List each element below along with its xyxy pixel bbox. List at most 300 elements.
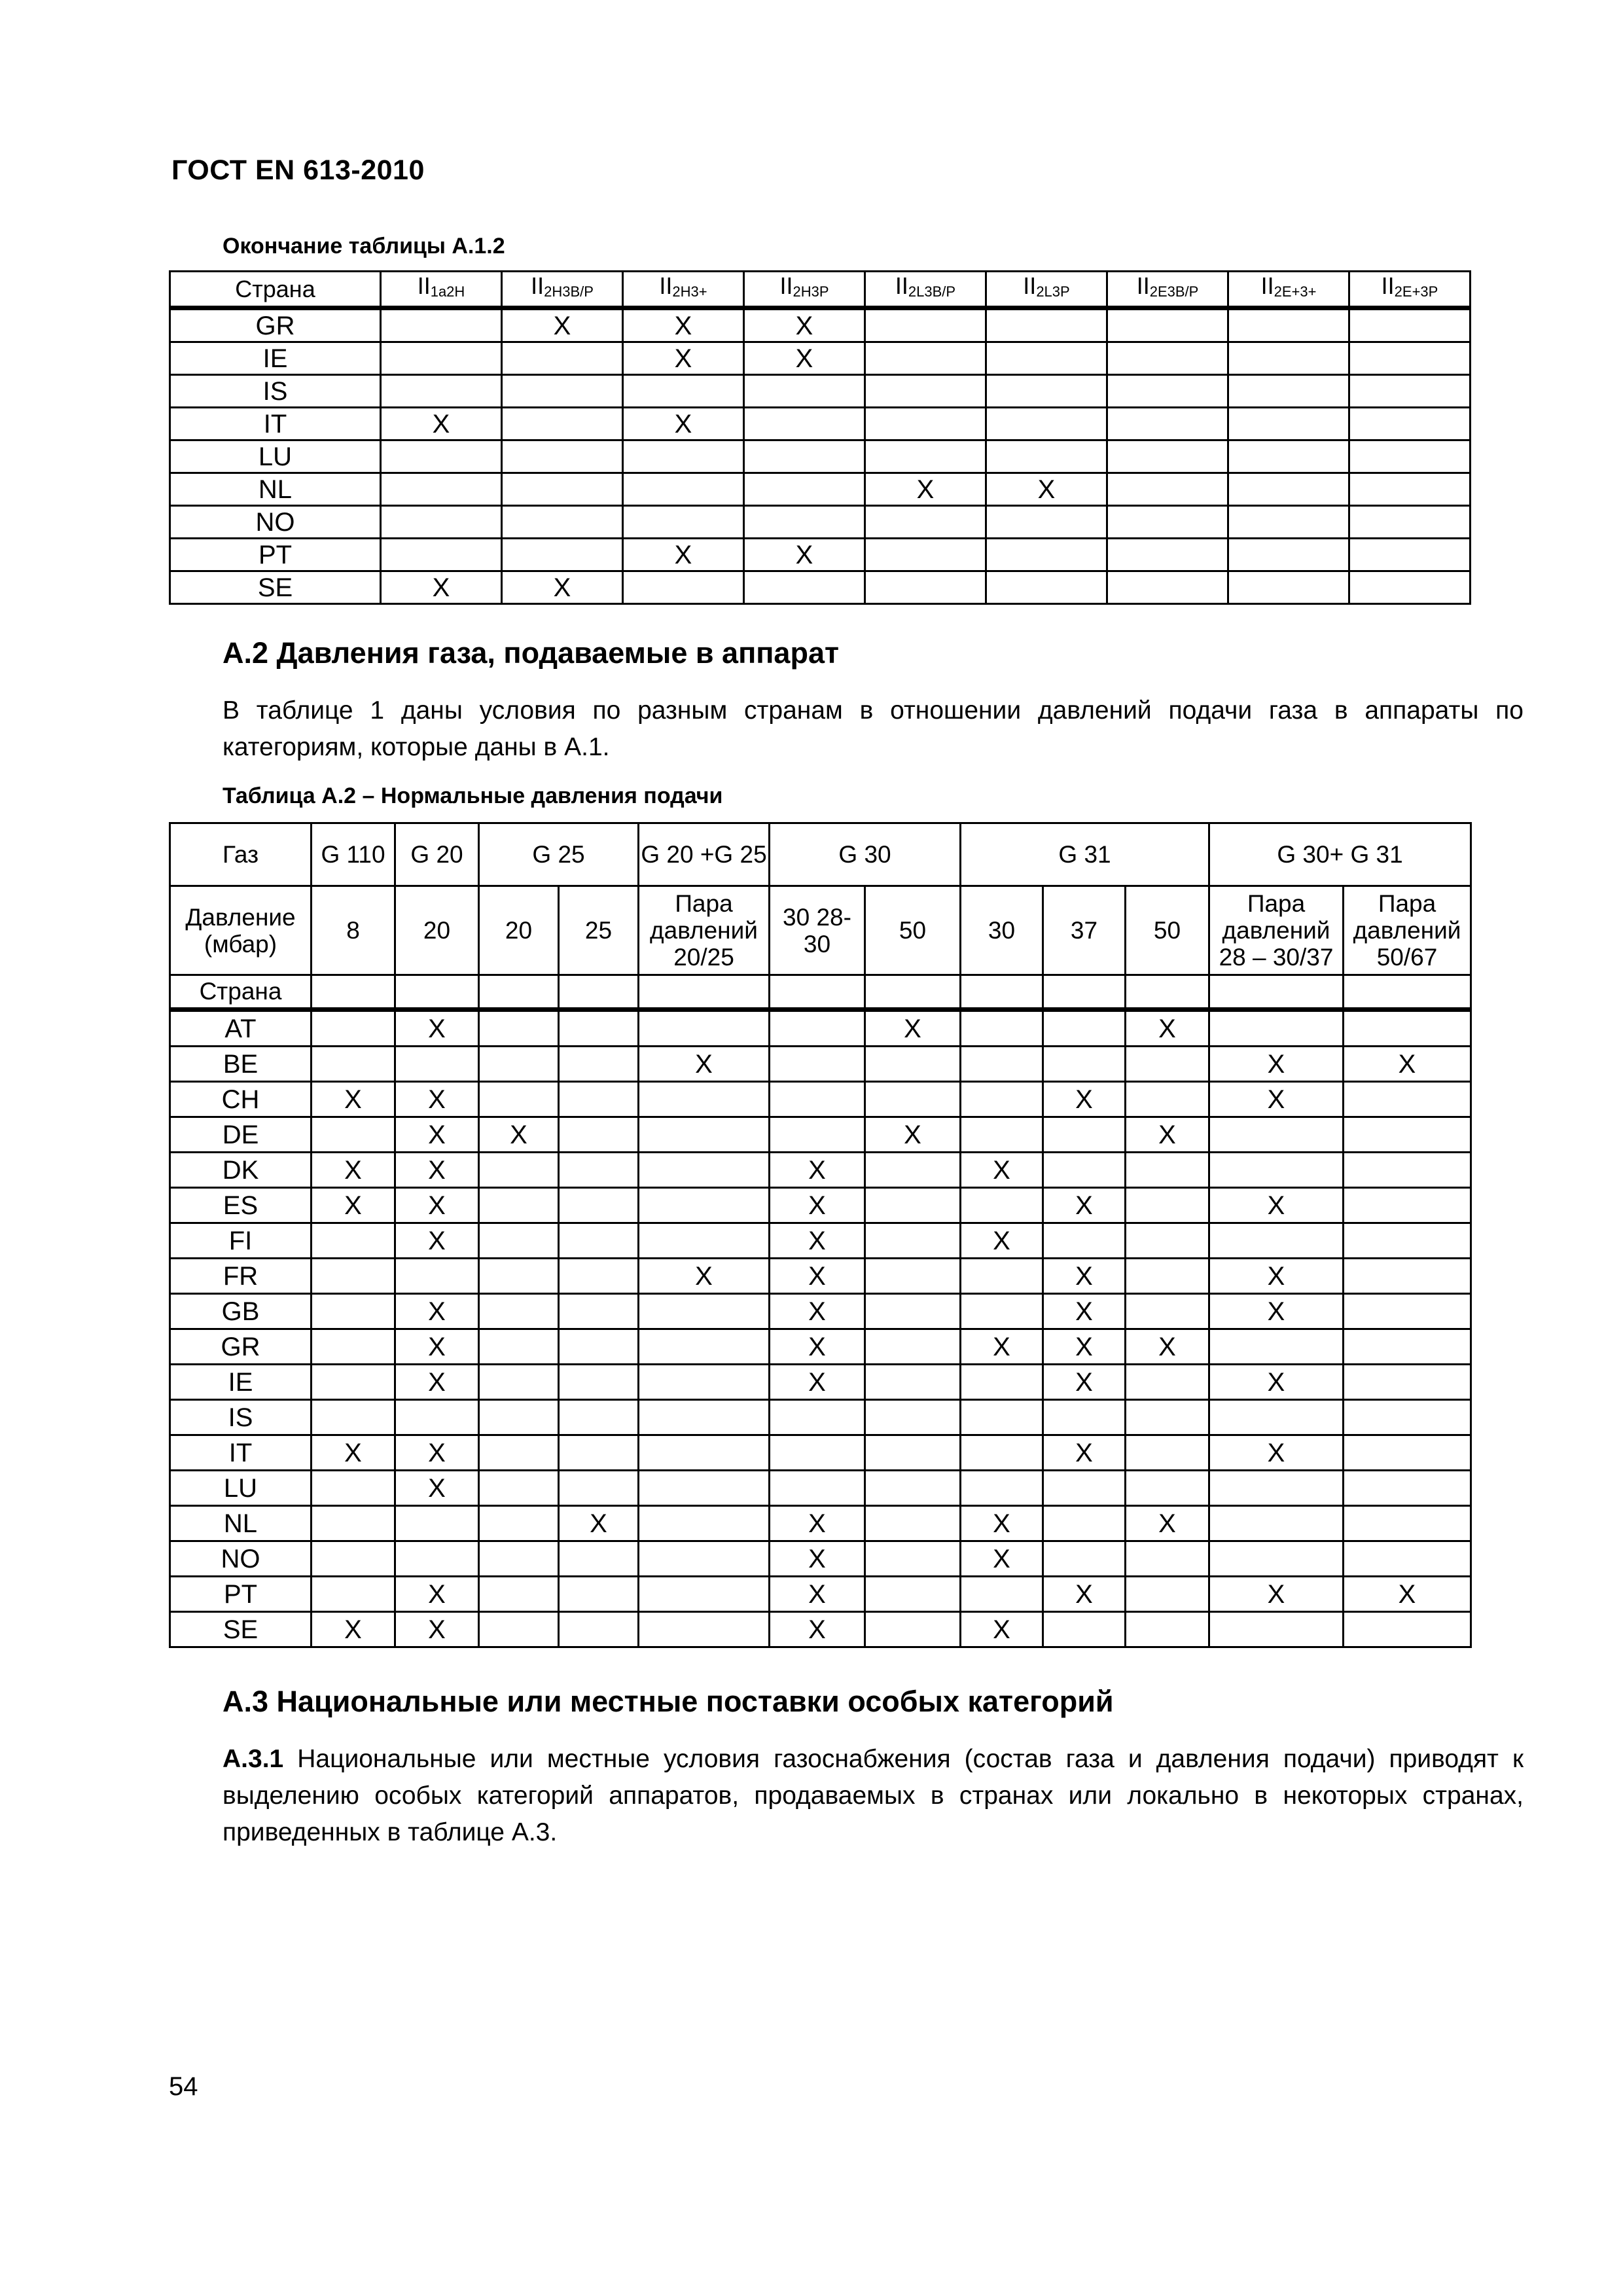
mark-cell: [865, 1435, 961, 1471]
mark-cell: [639, 1541, 770, 1577]
mark-cell: [639, 1435, 770, 1471]
mark-cell: [1209, 1506, 1344, 1541]
mark-cell: [1349, 440, 1471, 473]
country-cell: IS: [170, 375, 381, 408]
mark-cell: X: [770, 1294, 865, 1329]
mark-cell: [312, 1329, 395, 1365]
category-subscript: 2L3P: [1036, 283, 1070, 300]
mark-cell: [865, 1365, 961, 1400]
mark-cell: X: [770, 1223, 865, 1259]
table-row: [170, 440, 1471, 473]
mark-cell: [1209, 1223, 1344, 1259]
mark-cell: [502, 440, 623, 473]
country-cell: IT: [170, 408, 381, 440]
mark-cell: [1344, 1294, 1471, 1329]
mark-cell: X: [770, 1506, 865, 1541]
mark-cell: [865, 375, 986, 408]
mark-cell: [312, 1541, 395, 1577]
mark-cell: [559, 1082, 639, 1117]
mark-cell: [986, 375, 1107, 408]
mark-cell: [312, 1223, 395, 1259]
mark-cell: [865, 440, 986, 473]
mark-cell: X: [559, 1506, 639, 1541]
mark-cell: [479, 1365, 559, 1400]
mark-cell: [961, 1010, 1043, 1047]
country-cell: IE: [170, 342, 381, 375]
mark-cell: [1107, 375, 1228, 408]
clause-text: Национальные или местные условия газоснабжения (состав газа и давления подачи) приводят к выделению особых категорий аппаратов, продаваемых в странах или локально в некоторых странах, приведенных в таблице А.3.: [223, 1745, 1524, 1846]
mark-cell: [986, 571, 1107, 604]
mark-cell: [623, 473, 744, 506]
mark-cell: [1126, 1435, 1209, 1471]
country-cell: DK: [170, 1153, 312, 1188]
mark-cell: X: [395, 1435, 479, 1471]
mark-cell: X: [961, 1329, 1043, 1365]
empty-header-cell: [865, 975, 961, 1010]
mark-cell: [986, 539, 1107, 571]
pressure-value-cell: Пара давлений 28 – 30/37: [1209, 886, 1344, 975]
mark-cell: [865, 1082, 961, 1117]
country-cell: LU: [170, 1471, 312, 1506]
mark-cell: [312, 1294, 395, 1329]
table-row: [170, 1117, 1471, 1153]
mark-cell: [1043, 1010, 1126, 1047]
mark-cell: X: [770, 1612, 865, 1647]
mark-cell: [1043, 1047, 1126, 1082]
mark-cell: X: [312, 1188, 395, 1223]
empty-header-cell: [312, 975, 395, 1010]
table-row: [170, 1223, 1471, 1259]
mark-cell: X: [395, 1117, 479, 1153]
mark-cell: [1043, 1471, 1126, 1506]
category-subscript: 2L3B/P: [908, 283, 956, 300]
mark-cell: [1107, 440, 1228, 473]
empty-header-cell: [395, 975, 479, 1010]
category-header-cell: [502, 272, 623, 308]
mark-cell: X: [744, 342, 865, 375]
mark-cell: [744, 571, 865, 604]
mark-cell: X: [312, 1153, 395, 1188]
category-base: II: [1381, 272, 1395, 299]
mark-cell: X: [502, 308, 623, 342]
gas-header-cell: G 25: [479, 823, 639, 886]
mark-cell: [1126, 1612, 1209, 1647]
mark-cell: X: [961, 1541, 1043, 1577]
country-cell: SE: [170, 1612, 312, 1647]
mark-cell: [1043, 1153, 1126, 1188]
mark-cell: X: [1209, 1577, 1344, 1612]
mark-cell: X: [1209, 1082, 1344, 1117]
mark-cell: [1344, 1188, 1471, 1223]
mark-cell: X: [770, 1259, 865, 1294]
mark-cell: [479, 1400, 559, 1435]
table-row: [170, 539, 1471, 571]
pressure-value-cell: 20: [479, 886, 559, 975]
mark-cell: [865, 1612, 961, 1647]
country-cell: BE: [170, 1047, 312, 1082]
mark-cell: [1344, 1010, 1471, 1047]
mark-cell: [1228, 539, 1349, 571]
mark-cell: [639, 1188, 770, 1223]
table-row: [170, 1612, 1471, 1647]
mark-cell: X: [865, 1010, 961, 1047]
mark-cell: [1209, 1400, 1344, 1435]
category-base: II: [417, 272, 431, 299]
mark-cell: [559, 1188, 639, 1223]
mark-cell: [1126, 1577, 1209, 1612]
mark-cell: [1126, 1294, 1209, 1329]
pressure-value-cell: Пара давлений 50/67: [1344, 886, 1471, 975]
category-base: II: [1260, 272, 1274, 299]
pressure-value-cell: 50: [865, 886, 961, 975]
mark-cell: X: [639, 1259, 770, 1294]
document-header: ГОСТ EN 613-2010: [171, 154, 425, 186]
mark-cell: X: [312, 1082, 395, 1117]
country-cell: SE: [170, 571, 381, 604]
category-header-cell: [1349, 272, 1471, 308]
mark-cell: [559, 1612, 639, 1647]
mark-cell: [1349, 539, 1471, 571]
mark-cell: X: [1043, 1082, 1126, 1117]
mark-cell: [559, 1047, 639, 1082]
mark-cell: X: [744, 539, 865, 571]
category-subscript: 2H3+: [672, 283, 707, 300]
empty-header-cell: [639, 975, 770, 1010]
mark-cell: X: [623, 408, 744, 440]
mark-cell: X: [395, 1010, 479, 1047]
empty-header-cell: [1209, 975, 1344, 1010]
empty-header-cell: [961, 975, 1043, 1010]
country-cell: NL: [170, 473, 381, 506]
mark-cell: [1126, 1259, 1209, 1294]
mark-cell: [865, 1471, 961, 1506]
mark-cell: [639, 1010, 770, 1047]
mark-cell: X: [1043, 1329, 1126, 1365]
country-cell: NL: [170, 1506, 312, 1541]
mark-cell: [639, 1365, 770, 1400]
mark-cell: [961, 1117, 1043, 1153]
country-cell: DE: [170, 1117, 312, 1153]
mark-cell: X: [961, 1153, 1043, 1188]
table-row: [170, 1329, 1471, 1365]
table-row: [170, 1259, 1471, 1294]
mark-cell: X: [1209, 1047, 1344, 1082]
mark-cell: [986, 440, 1107, 473]
mark-cell: [381, 506, 502, 539]
mark-cell: [1228, 473, 1349, 506]
mark-cell: [865, 1400, 961, 1435]
mark-cell: X: [381, 571, 502, 604]
pressure-value-cell: 30 28-30: [770, 886, 865, 975]
mark-cell: [1228, 571, 1349, 604]
mark-cell: [381, 308, 502, 342]
mark-cell: [639, 1082, 770, 1117]
gas-label-cell: Газ: [170, 823, 312, 886]
mark-cell: [1344, 1612, 1471, 1647]
table-row: [170, 1188, 1471, 1223]
mark-cell: [1107, 539, 1228, 571]
mark-cell: [559, 1577, 639, 1612]
mark-cell: [639, 1612, 770, 1647]
mark-cell: [961, 1188, 1043, 1223]
mark-cell: X: [1209, 1435, 1344, 1471]
mark-cell: [559, 1153, 639, 1188]
mark-cell: [865, 571, 986, 604]
mark-cell: [1228, 506, 1349, 539]
mark-cell: [961, 1259, 1043, 1294]
mark-cell: [1107, 473, 1228, 506]
country-cell: PT: [170, 1577, 312, 1612]
category-subscript: 2H3P: [793, 283, 829, 300]
mark-cell: X: [1126, 1117, 1209, 1153]
mark-cell: [1043, 1541, 1126, 1577]
pressure-value-cell: 37: [1043, 886, 1126, 975]
category-header-cell: [623, 272, 744, 308]
mark-cell: X: [623, 308, 744, 342]
category-header-cell: [1107, 272, 1228, 308]
mark-cell: [1043, 1506, 1126, 1541]
mark-cell: [744, 473, 865, 506]
mark-cell: [479, 1188, 559, 1223]
empty-header-cell: [1344, 975, 1471, 1010]
mark-cell: [1107, 342, 1228, 375]
mark-cell: [961, 1294, 1043, 1329]
mark-cell: [1228, 375, 1349, 408]
mark-cell: [1344, 1435, 1471, 1471]
country-cell: FR: [170, 1259, 312, 1294]
country-label-cell: Страна: [170, 975, 312, 1010]
mark-cell: X: [961, 1223, 1043, 1259]
mark-cell: [1344, 1082, 1471, 1117]
country-cell: CH: [170, 1082, 312, 1117]
mark-cell: [479, 1153, 559, 1188]
gas-header-cell: G 30+ G 31: [1209, 823, 1471, 886]
mark-cell: [770, 1435, 865, 1471]
mark-cell: [1043, 1117, 1126, 1153]
mark-cell: [312, 1400, 395, 1435]
mark-cell: [1344, 1329, 1471, 1365]
mark-cell: [961, 1435, 1043, 1471]
mark-cell: [986, 506, 1107, 539]
mark-cell: [479, 1329, 559, 1365]
table-row: [170, 1471, 1471, 1506]
mark-cell: [502, 342, 623, 375]
mark-cell: [865, 1188, 961, 1223]
country-cell: GR: [170, 308, 381, 342]
category-header-cell: [865, 272, 986, 308]
mark-cell: [639, 1400, 770, 1435]
mark-cell: [961, 1577, 1043, 1612]
mark-cell: [639, 1294, 770, 1329]
mark-cell: [865, 1577, 961, 1612]
mark-cell: [312, 1365, 395, 1400]
mark-cell: X: [1043, 1365, 1126, 1400]
mark-cell: [865, 1153, 961, 1188]
pressure-value-cell: Пара давлений 20/25: [639, 886, 770, 975]
clause-number: А.3.1: [223, 1745, 284, 1773]
mark-cell: [770, 1117, 865, 1153]
table-row: [170, 1541, 1471, 1577]
mark-cell: [312, 1471, 395, 1506]
mark-cell: [395, 1400, 479, 1435]
mark-cell: [961, 1471, 1043, 1506]
gas-header-row: [170, 823, 1471, 886]
mark-cell: [865, 408, 986, 440]
mark-cell: [744, 506, 865, 539]
mark-cell: [961, 1047, 1043, 1082]
table-a2: [169, 822, 1472, 1648]
mark-cell: [479, 1541, 559, 1577]
gas-header-cell: G 20 +G 25: [639, 823, 770, 886]
mark-cell: [502, 506, 623, 539]
country-cell: IT: [170, 1435, 312, 1471]
mark-cell: [770, 1082, 865, 1117]
mark-cell: [479, 1259, 559, 1294]
mark-cell: [1107, 506, 1228, 539]
category-base: II: [531, 272, 544, 299]
mark-cell: [1107, 408, 1228, 440]
mark-cell: X: [312, 1612, 395, 1647]
mark-cell: X: [986, 473, 1107, 506]
mark-cell: X: [395, 1153, 479, 1188]
mark-cell: [961, 1082, 1043, 1117]
country-cell: AT: [170, 1010, 312, 1047]
mark-cell: [639, 1329, 770, 1365]
mark-cell: [1209, 1471, 1344, 1506]
mark-cell: [1349, 342, 1471, 375]
mark-cell: [559, 1400, 639, 1435]
country-cell: NO: [170, 1541, 312, 1577]
mark-cell: [1107, 308, 1228, 342]
mark-cell: [502, 408, 623, 440]
mark-cell: [865, 1259, 961, 1294]
mark-cell: X: [1126, 1010, 1209, 1047]
mark-cell: [1043, 1400, 1126, 1435]
mark-cell: [1228, 342, 1349, 375]
table-row: [170, 1435, 1471, 1471]
mark-cell: X: [395, 1329, 479, 1365]
mark-cell: X: [395, 1223, 479, 1259]
country-cell: GB: [170, 1294, 312, 1329]
mark-cell: [744, 440, 865, 473]
mark-cell: [639, 1506, 770, 1541]
mark-cell: [1209, 1117, 1344, 1153]
mark-cell: X: [1209, 1188, 1344, 1223]
mark-cell: [865, 342, 986, 375]
table-row: [170, 1047, 1471, 1082]
section-a2-title: А.2 Давления газа, подаваемые в аппарат: [223, 636, 840, 670]
table-row: [170, 473, 1471, 506]
mark-cell: [623, 375, 744, 408]
mark-cell: [381, 375, 502, 408]
gas-header-cell: G 31: [961, 823, 1209, 886]
mark-cell: [770, 1010, 865, 1047]
mark-cell: [1344, 1400, 1471, 1435]
mark-cell: [1209, 1153, 1344, 1188]
mark-cell: X: [1043, 1188, 1126, 1223]
mark-cell: [312, 1010, 395, 1047]
mark-cell: [312, 1506, 395, 1541]
table-row: [170, 375, 1471, 408]
country-header-cell: Страна: [170, 272, 381, 308]
pressure-value-cell: 50: [1126, 886, 1209, 975]
category-base: II: [659, 272, 673, 299]
mark-cell: [479, 1577, 559, 1612]
mark-cell: [639, 1117, 770, 1153]
mark-cell: [502, 473, 623, 506]
mark-cell: X: [770, 1365, 865, 1400]
mark-cell: [559, 1435, 639, 1471]
country-cell: NO: [170, 506, 381, 539]
mark-cell: [1349, 375, 1471, 408]
mark-cell: [1344, 1541, 1471, 1577]
mark-cell: [312, 1047, 395, 1082]
mark-cell: [479, 1506, 559, 1541]
category-header-cell: [381, 272, 502, 308]
mark-cell: [479, 1471, 559, 1506]
mark-cell: X: [479, 1117, 559, 1153]
category-header-cell: [1228, 272, 1349, 308]
mark-cell: X: [770, 1329, 865, 1365]
mark-cell: X: [770, 1188, 865, 1223]
table-row: [170, 408, 1471, 440]
mark-cell: [1126, 1047, 1209, 1082]
mark-cell: X: [395, 1294, 479, 1329]
mark-cell: [1043, 1612, 1126, 1647]
section-a3-paragraph: [169, 1741, 1524, 1851]
mark-cell: X: [623, 539, 744, 571]
mark-cell: X: [623, 342, 744, 375]
mark-cell: [559, 1223, 639, 1259]
mark-cell: [395, 1259, 479, 1294]
table-a12-header-row: [170, 272, 1471, 308]
mark-cell: X: [395, 1188, 479, 1223]
section-a3-title: А.3 Национальные или местные поставки особых категорий: [223, 1685, 1114, 1718]
mark-cell: X: [1209, 1365, 1344, 1400]
mark-cell: [1349, 408, 1471, 440]
category-subscript: 2E+3P: [1394, 283, 1438, 300]
mark-cell: [381, 473, 502, 506]
mark-cell: [961, 1365, 1043, 1400]
mark-cell: [1043, 1223, 1126, 1259]
country-cell: GR: [170, 1329, 312, 1365]
mark-cell: [865, 1294, 961, 1329]
mark-cell: [1209, 1541, 1344, 1577]
mark-cell: [381, 342, 502, 375]
mark-cell: [986, 408, 1107, 440]
mark-cell: [479, 1435, 559, 1471]
mark-cell: [865, 1047, 961, 1082]
mark-cell: [1344, 1223, 1471, 1259]
empty-header-cell: [479, 975, 559, 1010]
mark-cell: [1344, 1153, 1471, 1188]
category-subscript: 2E3B/P: [1149, 283, 1199, 300]
table-row: [170, 1506, 1471, 1541]
mark-cell: [865, 539, 986, 571]
mark-cell: [1126, 1471, 1209, 1506]
mark-cell: [559, 1010, 639, 1047]
mark-cell: [961, 1400, 1043, 1435]
mark-cell: [381, 539, 502, 571]
mark-cell: X: [1043, 1294, 1126, 1329]
pressure-header-row: [170, 886, 1471, 975]
country-cell: PT: [170, 539, 381, 571]
mark-cell: [744, 375, 865, 408]
table-row: [170, 308, 1471, 342]
country-cell: LU: [170, 440, 381, 473]
mark-cell: [986, 342, 1107, 375]
empty-header-cell: [770, 975, 865, 1010]
